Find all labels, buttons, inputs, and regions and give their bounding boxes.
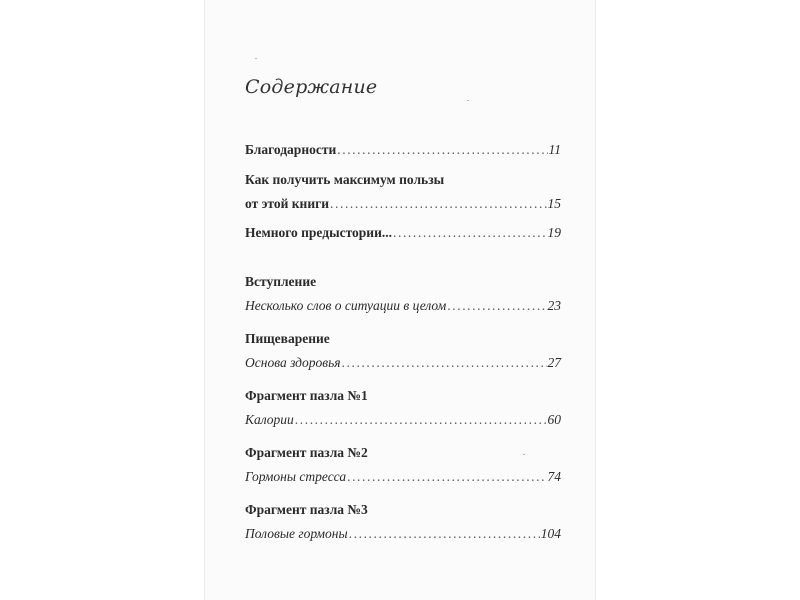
- toc-entry-puzzle-1: [245, 384, 561, 432]
- leader-dots: [393, 221, 547, 245]
- leader-dots: [349, 522, 540, 546]
- toc-entry-heading: Как получить максимум пользы: [245, 172, 445, 187]
- toc-entry-text: Калории: [245, 412, 294, 427]
- toc-page-number: 27: [547, 355, 561, 370]
- leader-dots: [447, 294, 546, 318]
- toc-line: [245, 138, 561, 162]
- toc-page-number: 15: [547, 196, 561, 211]
- toc-entry-text: Гормоны стресса: [245, 469, 347, 484]
- toc-entry-heading: Фрагмент пазла №3: [245, 502, 368, 517]
- toc-entry-how-to-use: [245, 168, 561, 216]
- toc-entry-text: Половые гормоны: [245, 526, 348, 541]
- toc-entry-text: от этой книги: [245, 196, 330, 211]
- toc-entry-heading: Фрагмент пазла №1: [245, 388, 368, 403]
- leader-dots: [342, 351, 547, 375]
- toc-line: [245, 221, 561, 245]
- toc-entry-text: Немного предыстории...: [245, 225, 392, 240]
- toc-line: [245, 351, 561, 375]
- toc-page-number: 23: [547, 298, 561, 313]
- toc-line: [245, 294, 561, 318]
- toc-title: Содержание: [245, 76, 378, 98]
- toc-entry-heading: Пищеварение: [245, 331, 330, 346]
- toc-entry-introduction: [245, 270, 561, 318]
- toc-line: [245, 192, 561, 216]
- toc-line: [245, 522, 561, 546]
- toc-page-number: 60: [547, 412, 561, 427]
- toc-entry-digestion: [245, 327, 561, 375]
- toc-entry-puzzle-2: [245, 441, 561, 489]
- leader-dots: [330, 192, 546, 216]
- book-page: [205, 0, 595, 600]
- toc-page-number: 19: [547, 225, 561, 240]
- toc-page-number: 74: [547, 469, 561, 484]
- toc-entry-puzzle-3: [245, 498, 561, 546]
- toc-entry-acknowledgements: [245, 138, 561, 162]
- toc-line: [245, 408, 561, 432]
- leader-dots: [295, 408, 547, 432]
- leader-dots: [337, 138, 547, 162]
- toc-entry-heading: Фрагмент пазла №2: [245, 445, 368, 460]
- toc-entry-text: Несколько слов о ситуации в целом: [245, 298, 447, 313]
- table-of-contents: [245, 0, 561, 600]
- leader-dots: [347, 465, 546, 489]
- toc-line: [245, 465, 561, 489]
- toc-entry-text: Благодарности: [245, 142, 337, 157]
- toc-entry-backstory: [245, 221, 561, 245]
- toc-page-number: 11: [548, 142, 561, 157]
- toc-entry-heading: Вступление: [245, 274, 317, 289]
- toc-page-number: 104: [540, 526, 561, 541]
- toc-entry-text: Основа здоровья: [245, 355, 341, 370]
